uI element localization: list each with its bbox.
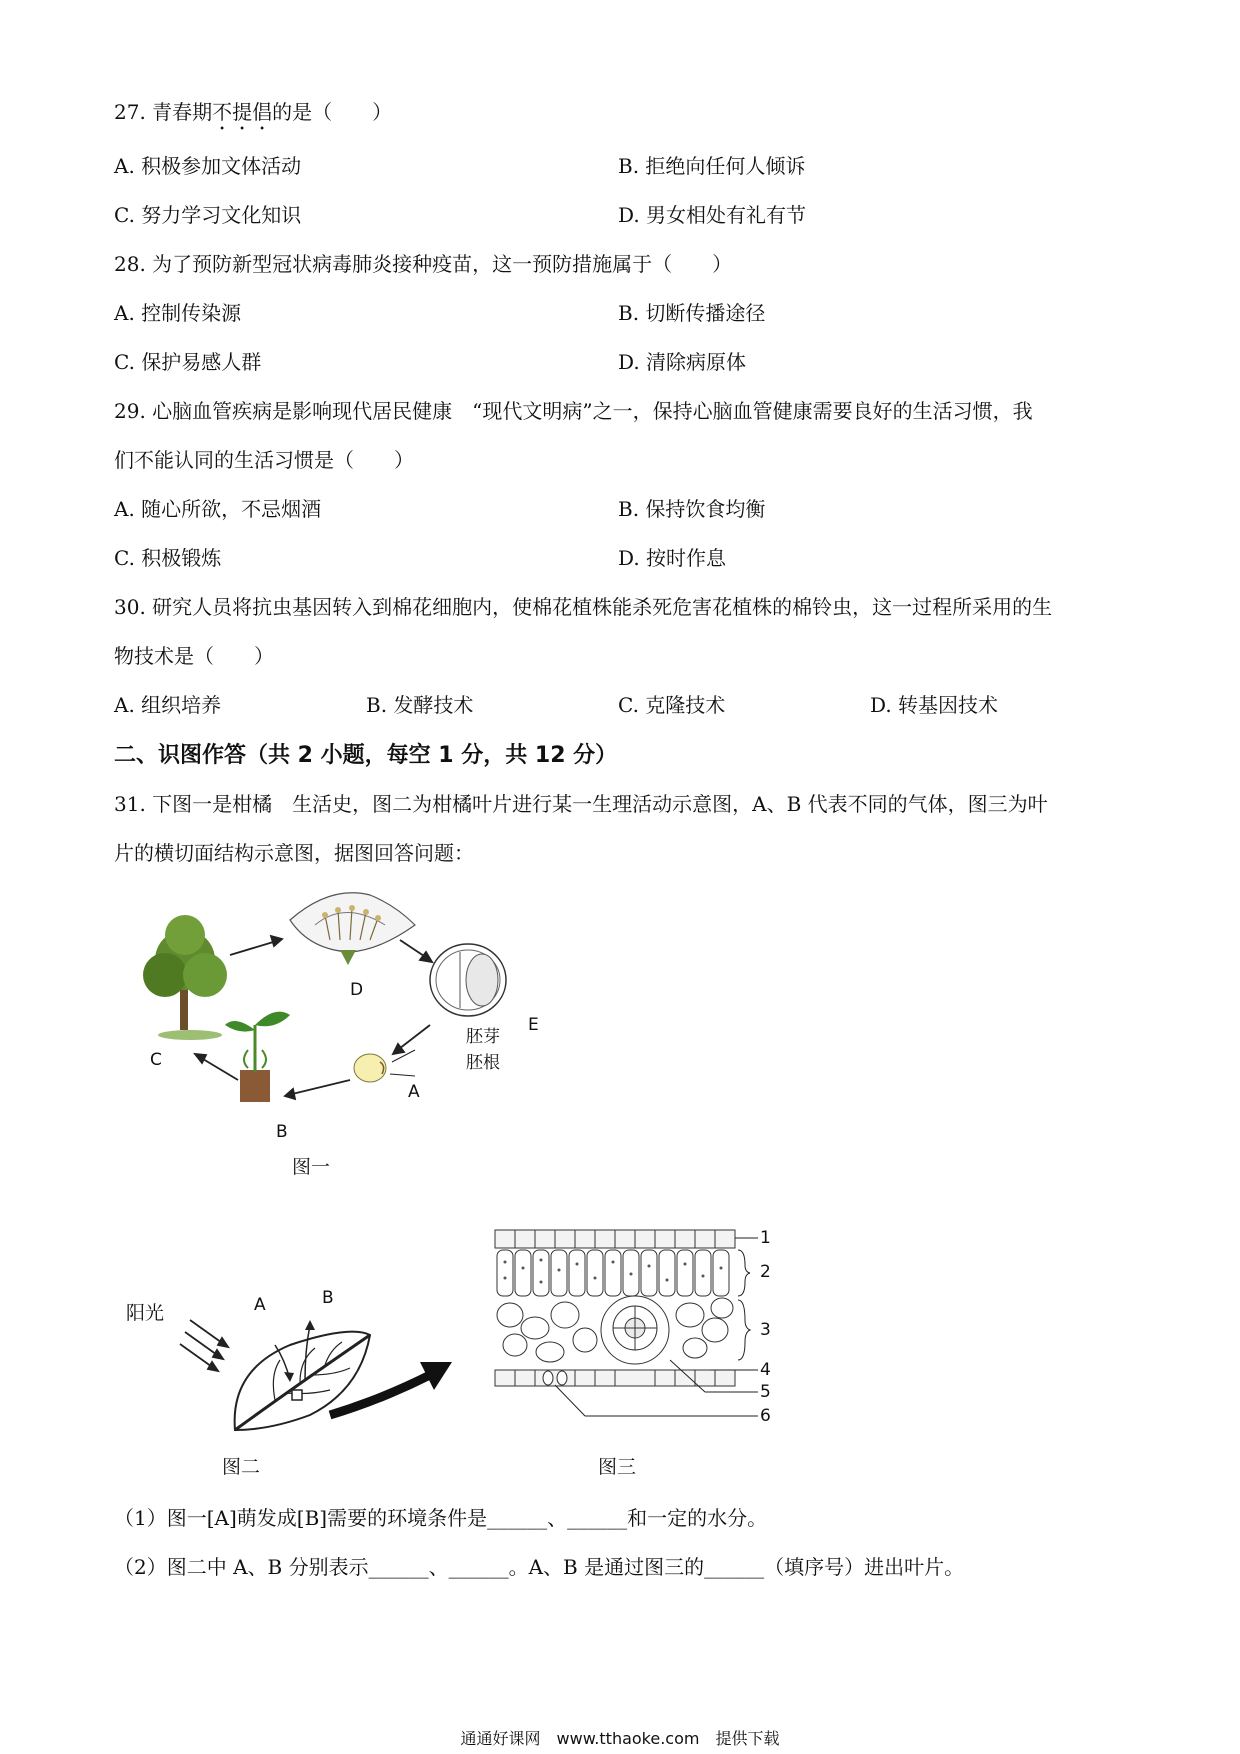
fig1-label-e: E [528,1015,539,1035]
fig1-label-c: C [150,1050,162,1070]
q27-option-a: A. 积极参加文体活动 [114,154,302,178]
q28-option-a: A. 控制传染源 [114,301,242,325]
fig3-label-4: 4 [760,1360,771,1380]
q29-option-b: B. 保持饮食均衡 [618,497,766,521]
tree-illustration [143,915,227,1040]
q30-option-c: C. 克隆技术 [618,693,726,717]
q29-stem-line2: 们不能认同的生活习惯是（ ） [114,448,414,472]
q28-option-c: C. 保护易感人群 [114,350,262,374]
seed-section-illustration [430,944,506,1016]
q27-stem [114,98,392,135]
figure-1-caption: 图一 [292,1156,331,1178]
q28-option-d: D. 清除病原体 [618,350,747,374]
fig1-label-d: D [350,980,364,1000]
fig2-label-a: A [254,1295,266,1315]
q29-stem-line1: 29. 心脑血管疾病是影响现代居民健康 “现代文明病”之一，保持心脑血管健康需要良好的生活习惯，我 [114,399,1033,423]
fig3-label-5: 5 [760,1382,771,1402]
figure-3-caption: 图三 [598,1456,637,1478]
fig1-label-plumule: 胚芽 [466,1027,500,1047]
fig3-label-6: 6 [760,1406,771,1426]
q31-stem-line2: 片的横切面结构示意图，据图回答问题： [114,841,474,865]
q27-option-b: B. 拒绝向任何人倾诉 [618,154,806,178]
palisade-layer [497,1250,729,1296]
q30-option-b: B. 发酵技术 [366,693,474,717]
q27-stem-emphasis: 不提倡 [212,100,273,124]
q29-option-c: C. 积极锻炼 [114,546,222,570]
q30-stem-line2: 物技术是（ ） [114,644,274,668]
fig3-label-1: 1 [760,1228,771,1248]
cycle-arrows [195,936,432,1099]
q27-stem-a: 27. 青春期 [114,100,213,124]
figure-2-leaf [180,1290,460,1450]
fig1-label-b: B [276,1122,288,1142]
q27-option-d: D. 男女相处有礼有节 [618,203,807,227]
vein [601,1296,669,1364]
germinating-seed-illustration [354,1054,386,1082]
fig3-label-3: 3 [760,1320,771,1340]
q30-option-d: D. 转基因技术 [870,693,999,717]
figure-3-leaf-cross-section [490,1220,780,1420]
fig2-label-sunlight: 阳光 [126,1302,165,1324]
q29-option-a: A. 随心所欲，不忌烟酒 [114,497,322,521]
q31-sub-1: （1）图一[A]萌发成[B]需要的环境条件是______、______和一定的水分。 [114,1506,768,1530]
fig3-label-2: 2 [760,1262,771,1282]
flower-illustration [290,893,415,965]
q28-stem: 28. 为了预防新型冠状病毒肺炎接种疫苗，这一预防措施属于（ ） [114,252,733,276]
fig1-label-a: A [408,1082,420,1102]
q27-stem-b: 的是（ ） [272,100,393,124]
q27-option-c: C. 努力学习文化知识 [114,203,302,227]
q31-sub-2: （2）图二中 A、B 分别表示______、______。A、B 是通过图三的______（填序号）进出叶片。 [114,1555,965,1579]
page-footer: 通通好课网 www.tthaoke.com 提供下载 [460,1729,780,1748]
figure-1-life-cycle [130,880,570,1150]
fig2-label-b: B [322,1288,334,1308]
seedling-illustration [225,1012,290,1102]
q28-option-b: B. 切断传播途径 [618,301,766,325]
sunlight-rays [180,1320,228,1371]
fig1-label-radicle: 胚根 [466,1053,500,1073]
section-2-heading: 二、识图作答（共 2 小题，每空 1 分，共 12 分） [114,743,618,768]
q30-option-a: A. 组织培养 [114,693,222,717]
q30-stem-line1: 30. 研究人员将抗虫基因转入到棉花细胞内，使棉花植株能杀死危害花植株的棉铃虫，这一过程所采用的生 [114,595,1053,619]
figure-2-caption: 图二 [222,1456,261,1478]
q31-stem-line1: 31. 下图一是柑橘 生活史，图二为柑橘叶片进行某一生理活动示意图，A、B 代表不同的气体，图三为叶 [114,792,1048,816]
q29-option-d: D. 按时作息 [618,546,727,570]
